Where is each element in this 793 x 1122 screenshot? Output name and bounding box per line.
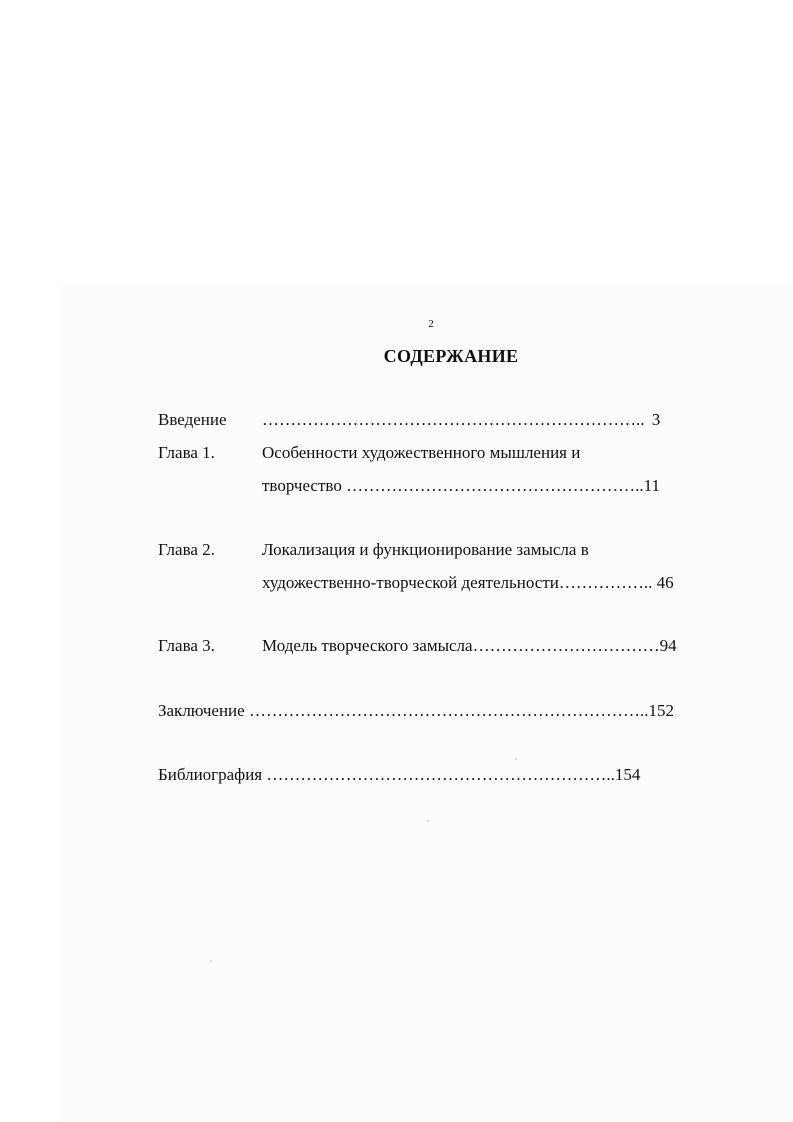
toc-chapter1-title-line1: Особенности художественного мышления и xyxy=(262,443,581,462)
toc-intro-page: 3 xyxy=(651,410,661,429)
toc-bibliography-line xyxy=(158,765,640,785)
toc-bibliography-page: 154 xyxy=(614,765,641,784)
toc-chapter2-label: Глава 2. xyxy=(158,540,215,559)
page-number: 2 xyxy=(428,318,434,330)
toc-conclusion-page: 152 xyxy=(648,701,674,720)
scan-speck xyxy=(427,820,429,822)
toc-chapter3-title-line1: Модель творческого замысла xyxy=(262,636,473,655)
toc-bibliography-label: Библиография xyxy=(158,765,263,784)
toc-chapter2-dots: …………….. xyxy=(558,573,657,592)
toc-chapter3-page: 94 xyxy=(659,636,677,655)
toc-bibliography-dots: …………………………………………………….. xyxy=(262,765,615,784)
toc-conclusion-dots: …………………………………………………………….. xyxy=(244,701,649,720)
toc-chapter2-title-line2: художественно-творческой деятельности xyxy=(262,573,559,592)
toc-chapter1-line2 xyxy=(262,476,660,496)
toc-chapter3-line xyxy=(262,636,677,656)
toc-chapter1-page: 11 xyxy=(643,476,660,495)
toc-conclusion-label: Заключение xyxy=(158,701,245,720)
toc-chapter2-page: 46 xyxy=(656,573,674,592)
toc-intro-label: Введение xyxy=(158,410,227,429)
toc-chapter2-title-line1: Локализация и функционирование замысла в xyxy=(262,540,589,559)
toc-chapter3-label: Глава 3. xyxy=(158,636,215,655)
scan-speck xyxy=(515,758,517,760)
toc-conclusion-line xyxy=(158,701,674,721)
toc-chapter1-label: Глава 1. xyxy=(158,443,215,462)
toc-chapter1-dots: …………………………………………….. xyxy=(341,476,644,495)
toc-chapter2-line2 xyxy=(262,573,674,593)
scan-speck xyxy=(210,960,212,962)
toc-chapter3-dots: …………………………… xyxy=(472,636,660,655)
toc-chapter1-title-line2: творчество xyxy=(262,476,342,495)
toc-intro-leader xyxy=(262,410,660,430)
toc-intro-dots: ………………………………………………………….. xyxy=(262,410,649,429)
page-title: СОДЕРЖАНИЕ xyxy=(383,346,519,366)
